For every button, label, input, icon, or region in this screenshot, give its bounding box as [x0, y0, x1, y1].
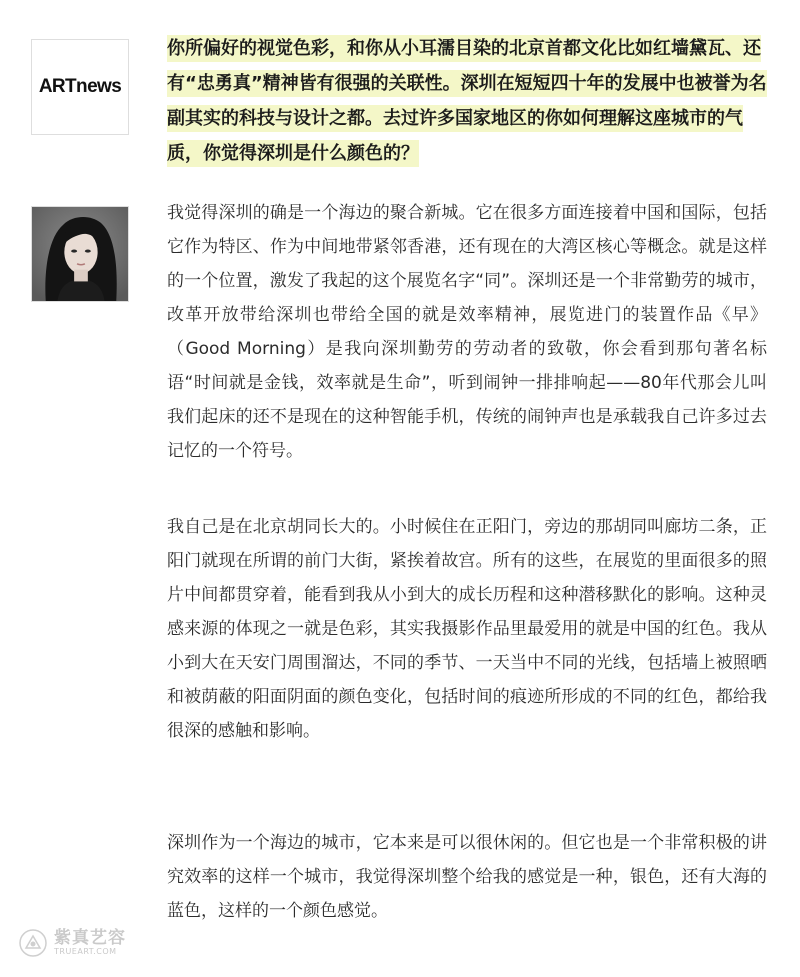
interview-question — [167, 31, 767, 171]
interviewee-avatar — [31, 206, 129, 302]
artnews-logo — [31, 39, 129, 135]
answer-paragraph-3: 深圳作为一个海边的城市，它本来是可以很休闲的。但它也是一个非常积极的讲究效率的这样一个城市，我觉得深圳整个给我的感觉是一种，银色，还有大海的蓝色，这样的一个颜色感觉。 — [167, 833, 767, 921]
watermark-icon — [18, 928, 48, 958]
answer-paragraph-1: 我觉得深圳的确是一个海边的聚合新城。它在很多方面连接着中国和国际，包括它作为特区、作为中间地带紧邻香港，还有现在的大湾区核心等概念。就是这样的一个位置，激发了我起的这个展览名字“同”。深圳还是一个非常勤劳的城市，改革开放带给深圳也带给全国的就是效率精神，展览进门的装置作品《早》（Good Morning）是我向深圳勤劳的劳动者的致敬，你会看到那句著名标语“时间就是金钱，效率就是生命”，听到闹钟一排排响起——80年代那会儿叫我们起床的还不是现在的这种智能手机，传统的闹钟声也是承载我自己许多过去记忆的一个符号。 — [167, 203, 767, 461]
watermark — [18, 928, 126, 958]
logo-text: ARTnews — [38, 76, 122, 97]
portrait-image — [32, 207, 128, 301]
watermark-cn: 紫真艺容 — [54, 928, 126, 948]
answer-paragraph-2: 我自己是在北京胡同长大的。小时候住在正阳门，旁边的那胡同叫廊坊二条，正阳门就现在所谓的前门大街，紧挨着故宫。所有的这些，在展览的里面很多的照片中间都贯穿着，能看到我从小到大的成长历程和这种潜移默化的影响。这种灵感来源的体现之一就是色彩，其实我摄影作品里最爱用的就是中国的红色。我从小到大在天安门周围溜达，不同的季节、一天当中不同的光线，包括墙上被照晒和被荫蔽的阳面阴面的颜色变化，包括时间的痕迹所形成的不同的红色，都给我很深的感触和影响。 — [167, 517, 767, 741]
question-text: 你所偏好的视觉色彩，和你从小耳濡目染的北京首都文化比如红墙黛瓦、还有“忠勇真”精神皆有很强的关联性。深圳在短短四十年的发展中也被誉为名副其实的科技与设计之都。去过许多国家地区的你如何理解这座城市的气质，你觉得深圳是什么颜色的？ — [167, 35, 767, 167]
watermark-en: TRUEART.COM — [54, 947, 117, 956]
